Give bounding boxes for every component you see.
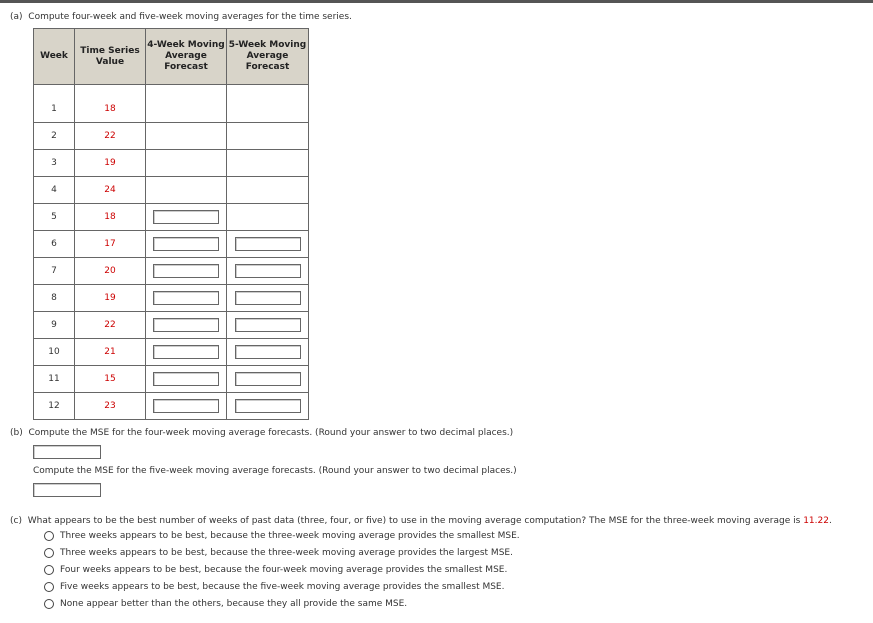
five-week-cell bbox=[227, 285, 309, 312]
part-a-text: Compute four-week and five-week moving averages for the time series. bbox=[28, 12, 352, 22]
five-week-forecast-input[interactable] bbox=[235, 345, 301, 359]
four-week-forecast-input[interactable] bbox=[153, 399, 219, 413]
header-four-week: 4-Week Moving Average Forecast bbox=[146, 29, 227, 85]
radio-button[interactable] bbox=[44, 548, 54, 558]
value-cell: 18 bbox=[75, 85, 146, 123]
radio-button[interactable] bbox=[44, 582, 54, 592]
mse-five-week-input[interactable] bbox=[33, 483, 101, 497]
header-value: Time Series Value bbox=[75, 29, 146, 85]
five-week-cell bbox=[227, 393, 309, 420]
four-week-cell bbox=[146, 150, 227, 177]
week-cell: 3 bbox=[34, 150, 75, 177]
five-week-forecast-input[interactable] bbox=[235, 399, 301, 413]
value-cell: 17 bbox=[75, 231, 146, 258]
week-cell: 12 bbox=[34, 393, 75, 420]
answer-option[interactable] bbox=[44, 531, 520, 541]
answer-option[interactable] bbox=[44, 548, 513, 558]
four-week-cell bbox=[146, 393, 227, 420]
option-label: Three weeks appears to be best, because the three-week moving average provides the smallest MSE. bbox=[60, 531, 520, 541]
week-cell: 4 bbox=[34, 177, 75, 204]
five-week-cell bbox=[227, 339, 309, 366]
week-cell: 6 bbox=[34, 231, 75, 258]
table-row bbox=[34, 85, 309, 123]
week-cell: 10 bbox=[34, 339, 75, 366]
table-row bbox=[34, 204, 309, 231]
value-cell: 19 bbox=[75, 285, 146, 312]
part-a-prompt bbox=[10, 12, 352, 22]
four-week-cell bbox=[146, 258, 227, 285]
four-week-cell bbox=[146, 177, 227, 204]
mse-four-week-input[interactable] bbox=[33, 445, 101, 459]
radio-button[interactable] bbox=[44, 531, 54, 541]
four-week-cell bbox=[146, 204, 227, 231]
value-cell: 22 bbox=[75, 123, 146, 150]
part-b-text-1: Compute the MSE for the four-week moving average forecasts. (Round your answer to two decimal places.) bbox=[28, 428, 514, 438]
table-row bbox=[34, 231, 309, 258]
four-week-forecast-input[interactable] bbox=[153, 264, 219, 278]
part-c-text: What appears to be the best number of weeks of past data (three, four, or five) to use in the moving average computation? The MSE for the three-week moving average is bbox=[27, 516, 801, 526]
part-c-label: (c) bbox=[10, 516, 22, 526]
radio-button[interactable] bbox=[44, 565, 54, 575]
option-label: None appear better than the others, because they all provide the same MSE. bbox=[60, 599, 408, 609]
four-week-cell bbox=[146, 285, 227, 312]
table-row bbox=[34, 339, 309, 366]
header-week: Week bbox=[34, 29, 75, 85]
table-row bbox=[34, 150, 309, 177]
week-cell: 7 bbox=[34, 258, 75, 285]
five-week-cell bbox=[227, 231, 309, 258]
top-border bbox=[0, 0, 873, 3]
four-week-cell bbox=[146, 123, 227, 150]
five-week-cell bbox=[227, 366, 309, 393]
option-label: Three weeks appears to be best, because the three-week moving average provides the largest MSE. bbox=[60, 548, 513, 558]
four-week-forecast-input[interactable] bbox=[153, 237, 219, 251]
value-cell: 19 bbox=[75, 150, 146, 177]
week-cell: 9 bbox=[34, 312, 75, 339]
four-week-cell bbox=[146, 366, 227, 393]
week-cell: 11 bbox=[34, 366, 75, 393]
moving-average-table bbox=[33, 28, 309, 420]
value-cell: 21 bbox=[75, 339, 146, 366]
four-week-forecast-input[interactable] bbox=[153, 210, 219, 224]
value-cell: 24 bbox=[75, 177, 146, 204]
part-b-prompt-2: Compute the MSE for the five-week moving average forecasts. (Round your answer to two decimal places.) bbox=[33, 466, 517, 476]
five-week-forecast-input[interactable] bbox=[235, 264, 301, 278]
week-cell: 2 bbox=[34, 123, 75, 150]
five-week-cell bbox=[227, 312, 309, 339]
table-row bbox=[34, 258, 309, 285]
table-row bbox=[34, 312, 309, 339]
answer-option[interactable] bbox=[44, 599, 407, 609]
answer-option[interactable] bbox=[44, 565, 507, 575]
five-week-cell bbox=[227, 150, 309, 177]
five-week-forecast-input[interactable] bbox=[235, 237, 301, 251]
table-row bbox=[34, 285, 309, 312]
option-label: Four weeks appears to be best, because the four-week moving average provides the smallest MSE. bbox=[60, 565, 508, 575]
five-week-cell bbox=[227, 204, 309, 231]
value-cell: 20 bbox=[75, 258, 146, 285]
four-week-forecast-input[interactable] bbox=[153, 345, 219, 359]
radio-button[interactable] bbox=[44, 599, 54, 609]
five-week-cell bbox=[227, 258, 309, 285]
value-cell: 15 bbox=[75, 366, 146, 393]
four-week-forecast-input[interactable] bbox=[153, 291, 219, 305]
part-c-prompt bbox=[10, 516, 832, 526]
five-week-cell bbox=[227, 177, 309, 204]
table-row bbox=[34, 393, 309, 420]
week-cell: 1 bbox=[34, 85, 75, 123]
five-week-forecast-input[interactable] bbox=[235, 372, 301, 386]
four-week-cell bbox=[146, 312, 227, 339]
four-week-forecast-input[interactable] bbox=[153, 318, 219, 332]
three-week-mse-value: 11.22 bbox=[803, 516, 829, 526]
header-five-week: 5-Week Moving Average Forecast bbox=[227, 29, 309, 85]
four-week-cell bbox=[146, 85, 227, 123]
week-cell: 5 bbox=[34, 204, 75, 231]
value-cell: 22 bbox=[75, 312, 146, 339]
table-body bbox=[34, 85, 309, 420]
five-week-forecast-input[interactable] bbox=[235, 291, 301, 305]
five-week-cell bbox=[227, 123, 309, 150]
part-a-label: (a) bbox=[10, 12, 23, 22]
value-cell: 18 bbox=[75, 204, 146, 231]
five-week-cell bbox=[227, 85, 309, 123]
part-c-period: . bbox=[828, 516, 832, 526]
answer-option[interactable] bbox=[44, 582, 504, 592]
value-cell: 23 bbox=[75, 393, 146, 420]
week-cell: 8 bbox=[34, 285, 75, 312]
table-row bbox=[34, 366, 309, 393]
table-row bbox=[34, 123, 309, 150]
four-week-cell bbox=[146, 231, 227, 258]
part-b-prompt-1 bbox=[10, 428, 513, 438]
option-label: Five weeks appears to be best, because the five-week moving average provides the smallest MSE. bbox=[60, 582, 505, 592]
four-week-cell bbox=[146, 339, 227, 366]
part-b-label: (b) bbox=[10, 428, 23, 438]
five-week-forecast-input[interactable] bbox=[235, 318, 301, 332]
table-row bbox=[34, 177, 309, 204]
four-week-forecast-input[interactable] bbox=[153, 372, 219, 386]
